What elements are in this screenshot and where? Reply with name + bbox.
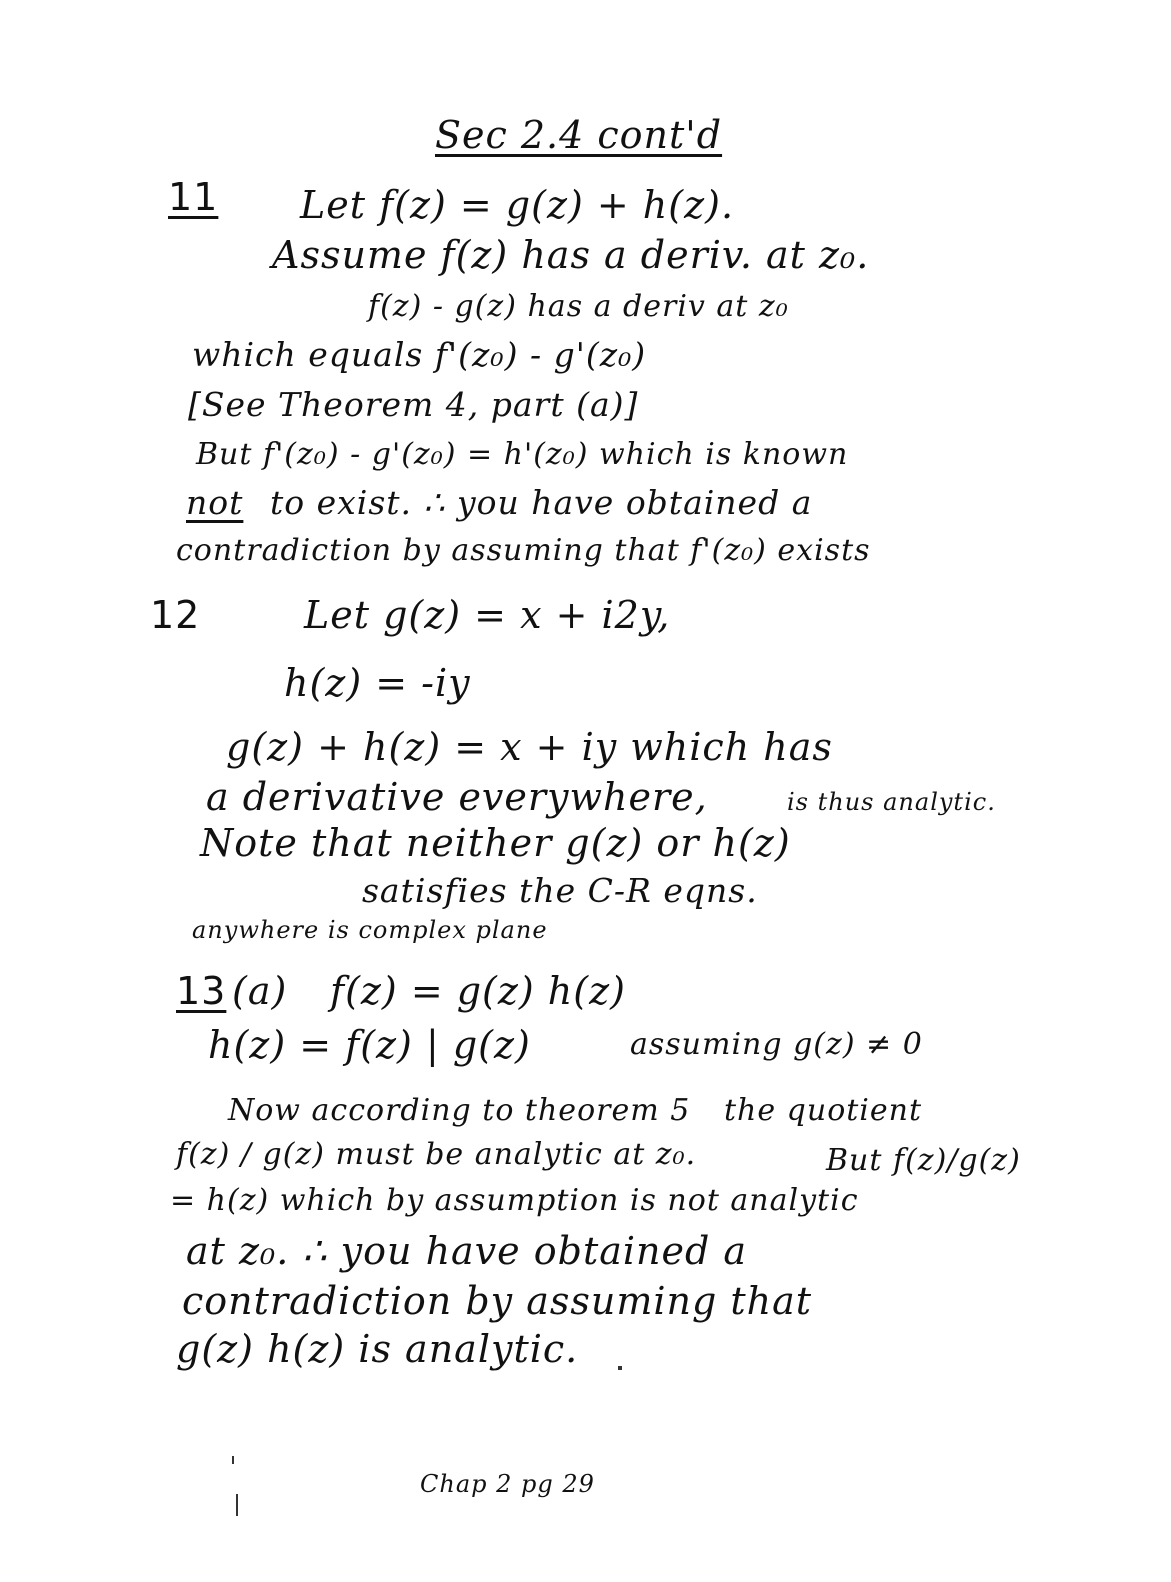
p12-line-3: g(z) + h(z) = x + iy which has [226,725,833,769]
p13-line-10: contradiction by assuming that [182,1279,813,1323]
p13-line-8: = h(z) which by assumption is not analytic [170,1183,859,1218]
p13-line-5: the quotient [724,1093,923,1128]
p12-line-2: h(z) = -iy [284,661,471,705]
p13-line-7: But f(z)/g(z) [826,1143,1021,1178]
p13-line-4: Now according to theorem 5 [228,1093,691,1128]
p11-not-word: not [186,483,244,522]
p11-line-2: Assume f(z) has a deriv. at z₀. [272,233,870,277]
scan-mark [236,1494,238,1516]
p11-line-3: f(z) - g(z) has a deriv at z₀ [368,289,789,324]
p12-line-4: a derivative everywhere, [206,775,708,819]
p12-line-1: Let g(z) = x + i2y, [304,593,671,637]
p11-line-7: to exist. ∴ you have obtained a [270,483,813,522]
p11-line-8: contradiction by assuming that f'(z₀) exists [176,533,871,568]
p12-small-note: is thus analytic. [787,788,996,816]
scan-mark [618,1366,622,1370]
p11-line-4: which equals f'(z₀) - g'(z₀) [192,335,647,374]
page-footer: Chap 2 pg 29 [420,1470,595,1498]
p11-line-6: But f'(z₀) - g'(z₀) = h'(z₀) which is known [196,437,849,472]
p13-line-11: g(z) h(z) is analytic. [176,1327,579,1371]
problem-12-number: 12 [150,593,201,637]
p13-line-9: at z₀. ∴ you have obtained a [186,1229,748,1273]
p11-line-5: [See Theorem 4, part (a)] [188,385,639,424]
p13-line-2: h(z) = f(z) | g(z) [208,1023,531,1067]
p12-line-7: anywhere is complex plane [192,916,548,944]
scan-mark [232,1456,234,1464]
p13-line-3: assuming g(z) ≠ 0 [630,1027,923,1062]
p13-part-label: (a) [232,969,288,1013]
p12-line-6: satisfies the C-R eqns. [362,871,758,910]
problem-11-number: 11 [168,175,219,219]
p13-line-6: f(z) / g(z) must be analytic at z₀. [176,1137,697,1172]
p11-line-1: Let f(z) = g(z) + h(z). [300,183,735,227]
page-header: Sec 2.4 cont'd [435,113,723,157]
p12-line-5: Note that neither g(z) or h(z) [200,821,791,865]
p13-line-1: f(z) = g(z) h(z) [330,969,626,1013]
problem-13-number: 13 [176,969,227,1013]
